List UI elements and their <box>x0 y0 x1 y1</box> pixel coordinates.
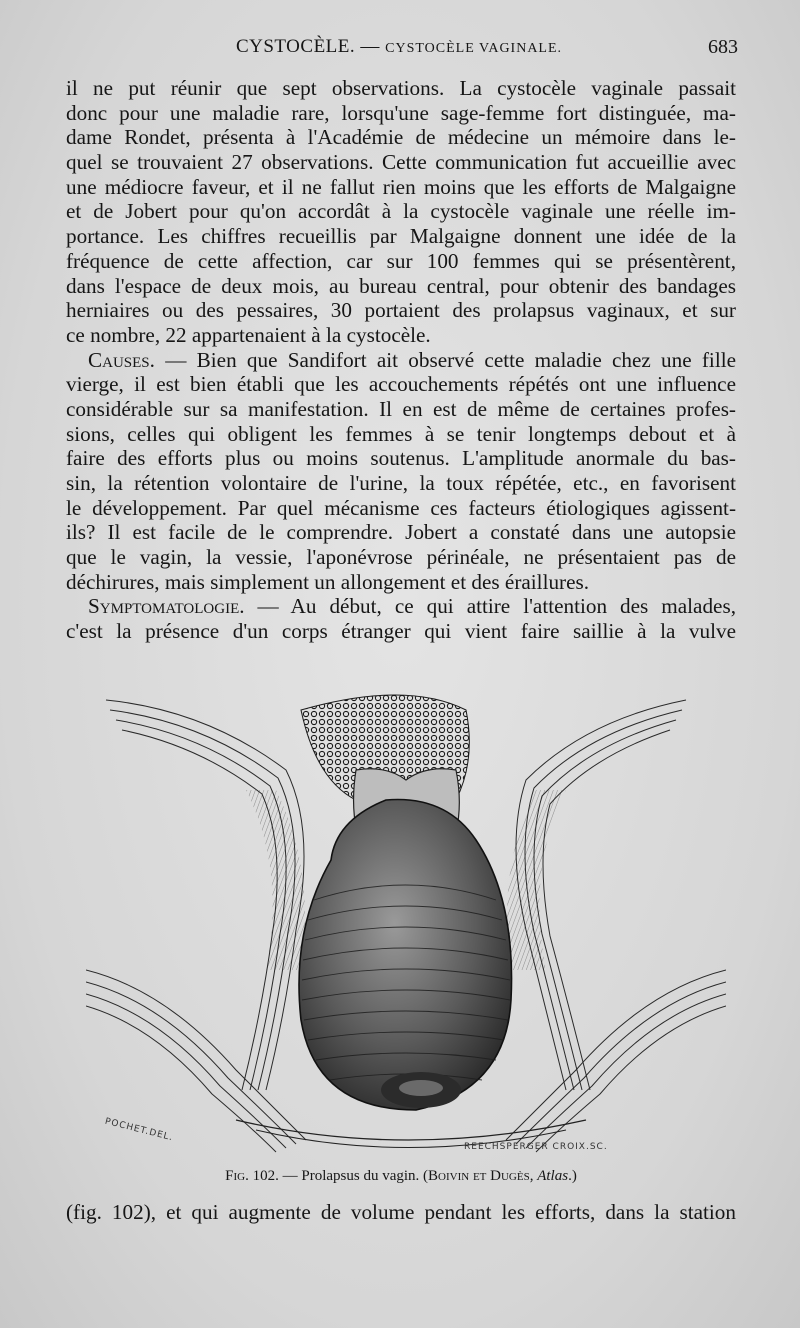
page-header <box>60 36 738 76</box>
text-line: que le vagin, la vessie, l'aponévrose périnéale, ne présentaient pas de <box>66 545 736 570</box>
symptom-first-line <box>66 594 736 619</box>
running-head-sub: CYSTOCÈLE VAGINALE. <box>385 41 563 56</box>
prolapse-engraving <box>86 670 726 1158</box>
text-line: herniaires ou des pessaires, 30 portaient des prolapsus vaginaux, et sur <box>66 298 736 323</box>
text-line: dans l'espace de deux mois, au bureau central, pour obtenir des bandages <box>66 273 736 298</box>
text-line: c'est la présence d'un corps étranger qui vient faire saillie à la vulve <box>66 619 736 644</box>
text-line: quel se trouvaient 27 observations. Cette communication fut accueillie avec <box>66 150 736 175</box>
text-line: dame Rondet, présenta à l'Académie de médecine un mémoire dans le- <box>66 125 736 150</box>
caption-figure-number: Fig. 102. <box>225 1168 279 1184</box>
running-head-main: CYSTOCÈLE. — <box>235 36 380 57</box>
engraver-signature-left: POCHET.DEL. <box>103 1116 175 1144</box>
final-text <box>66 1200 736 1225</box>
text-line: le développement. Par quel mécanisme ces facteurs étiologiques agissent- <box>66 495 736 520</box>
causes-heading: Causes. <box>88 347 155 372</box>
text-line: fréquence de cette affection, car sur 100 femmes qui se présentèrent, <box>66 248 736 273</box>
caption-separator: , <box>529 1168 538 1184</box>
text-line: sions, celles qui obligent les femmes à se tenir longtemps debout et à <box>66 421 736 446</box>
text-line: ils? Il est facile de le comprendre. Jobert a constaté dans une autopsie <box>66 520 736 545</box>
text-line: portance. Les chiffres recueillis par Malgaigne donnent une idée de la <box>66 224 736 249</box>
text-line: ce nombre, 22 appartenaient à la cystocèle. <box>66 322 431 347</box>
text-line: considérable sur sa manifestation. Il en est de même de certaines profes- <box>66 396 736 421</box>
engraving-figure-102 <box>86 670 726 1158</box>
text-line: déchirures, mais simplement un allongement et des éraillures. <box>66 569 590 594</box>
causes-first-line <box>66 348 736 373</box>
text-line: donc pour une maladie rare, lorsqu'une sage-femme fort distinguée, ma- <box>66 100 736 125</box>
text-line: faire des efforts plus ou moins soutenus. L'amplitude anormale du bas- <box>66 446 736 471</box>
running-head <box>60 36 738 58</box>
caption-authors: Boivin et Dugès <box>428 1168 530 1184</box>
text-line: (fig. 102), et qui augmente de volume pendant les efforts, dans la station <box>66 1200 736 1224</box>
symptom-first-line-text: — Au début, ce qui attire l'attention des malades, <box>244 594 736 619</box>
figure-caption <box>66 1168 736 1185</box>
text-line: sin, la rétention volontaire de l'urine, la toux répétée, etc., en favorisent <box>66 471 736 495</box>
caption-atlas: Atlas <box>537 1168 569 1184</box>
page-number: 683 <box>708 36 738 58</box>
text-line: et de Jobert pour qu'on accordât à la cystocèle vaginale une réelle im- <box>66 199 736 224</box>
text-line: il ne put réunir que sept observations. La cystocèle vaginale passait <box>66 76 736 100</box>
causes-first-line-text: — Bien que Sandifort ait observé cette maladie chez une fille <box>154 347 736 372</box>
caption-end: .) <box>568 1168 577 1184</box>
engraver-signature-right: REECHSPERGER CROIX.SC. <box>464 1142 608 1152</box>
body-text <box>66 76 736 644</box>
text-line: vierge, il est bien établi que les accouchements répétés ont une influence <box>66 372 736 397</box>
caption-text: — Prolapsus du vagin. ( <box>278 1168 429 1184</box>
text-line: une médiocre faveur, et il ne fallut rien moins que les efforts de Malgaigne <box>66 174 736 199</box>
symptomatologie-heading: Symptomatologie. <box>88 594 245 619</box>
